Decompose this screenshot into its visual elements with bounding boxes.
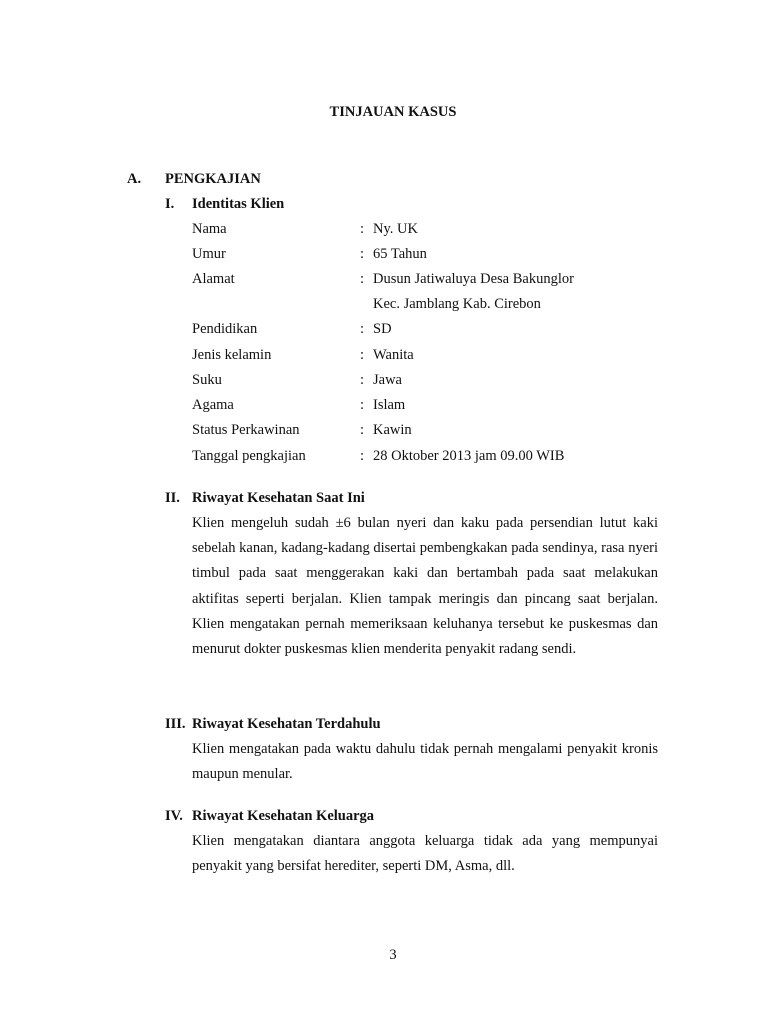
identity-value: Wanita [373,347,414,363]
identity-value: Islam [373,397,406,413]
riwayat-keluarga-heading: Riwayat Kesehatan Keluarga [192,808,375,824]
identity-colon: : [360,246,365,262]
identitas-heading: Identitas Klien [192,196,285,212]
identity-label: Alamat [192,271,235,287]
identity-label: Pendidikan [192,321,258,337]
identity-value: Jawa [373,372,402,388]
identity-label: Status Perkawinan [192,422,300,438]
identity-value: 65 Tahun [373,246,427,262]
riwayat-saat-ini-marker: II. [165,490,180,506]
identity-colon: : [360,448,365,464]
riwayat-terdahulu-paragraph: Klien mengatakan pada waktu dahulu tidak pernah mengalami penyakit kronis maupun menular. [192,741,658,783]
identity-value: Kec. Jamblang Kab. Cirebon [373,296,541,312]
identity-label: Umur [192,246,226,262]
identity-colon: : [360,271,365,287]
riwayat-keluarga-paragraph: Klien mengatakan diantara anggota keluarga tidak ada yang mempunyai penyakit yang bersifat herediter, seperti DM, Asma, dll. [192,833,658,875]
riwayat-keluarga-marker: IV. [165,808,183,824]
riwayat-saat-ini-paragraph: Klien mengeluh sudah ±6 bulan nyeri dan kaku pada persendian lutut kaki sebelah kanan, kadang-kadang disertai pembengkakan pada sendinya, rasa nyeri timbul pada saat menggerakan kaki dan bertambah pada saat melakukan aktifitas seperti berjalan. Klien tampak meringis dan pincang saat berjalan. Klien mengatakan pernah memeriksaan keluhanya tersebut ke puskesmas dan menurut dokter puskesmas klien menderita penyakit radang sendi. [192,515,658,658]
identity-colon: : [360,221,365,237]
identity-colon: : [360,397,365,413]
identity-label: Nama [192,221,227,237]
riwayat-terdahulu-heading: Riwayat Kesehatan Terdahulu [192,716,381,732]
section-a-marker: A. [127,171,142,187]
identity-label: Jenis kelamin [192,347,272,363]
riwayat-terdahulu-marker: III. [165,716,186,732]
identity-label: Tanggal pengkajian [192,448,306,464]
document-title: TINJAUAN KASUS [329,104,457,120]
identity-value: Kawin [373,422,412,438]
identity-label: Agama [192,397,234,413]
identity-value: SD [373,321,392,337]
riwayat-saat-ini-heading: Riwayat Kesehatan Saat Ini [192,490,365,506]
identitas-marker: I. [165,196,175,212]
identity-value: 28 Oktober 2013 jam 09.00 WIB [373,448,565,464]
identity-value: Dusun Jatiwaluya Desa Bakunglor [373,271,574,287]
identity-colon: : [360,372,365,388]
identity-colon: : [360,321,365,337]
page-number: 3 [389,947,397,963]
identity-value: Ny. UK [373,221,418,237]
section-a-heading: PENGKAJIAN [165,171,261,187]
identity-colon: : [360,347,365,363]
identity-label: Suku [192,372,222,388]
identity-colon: : [360,422,365,438]
